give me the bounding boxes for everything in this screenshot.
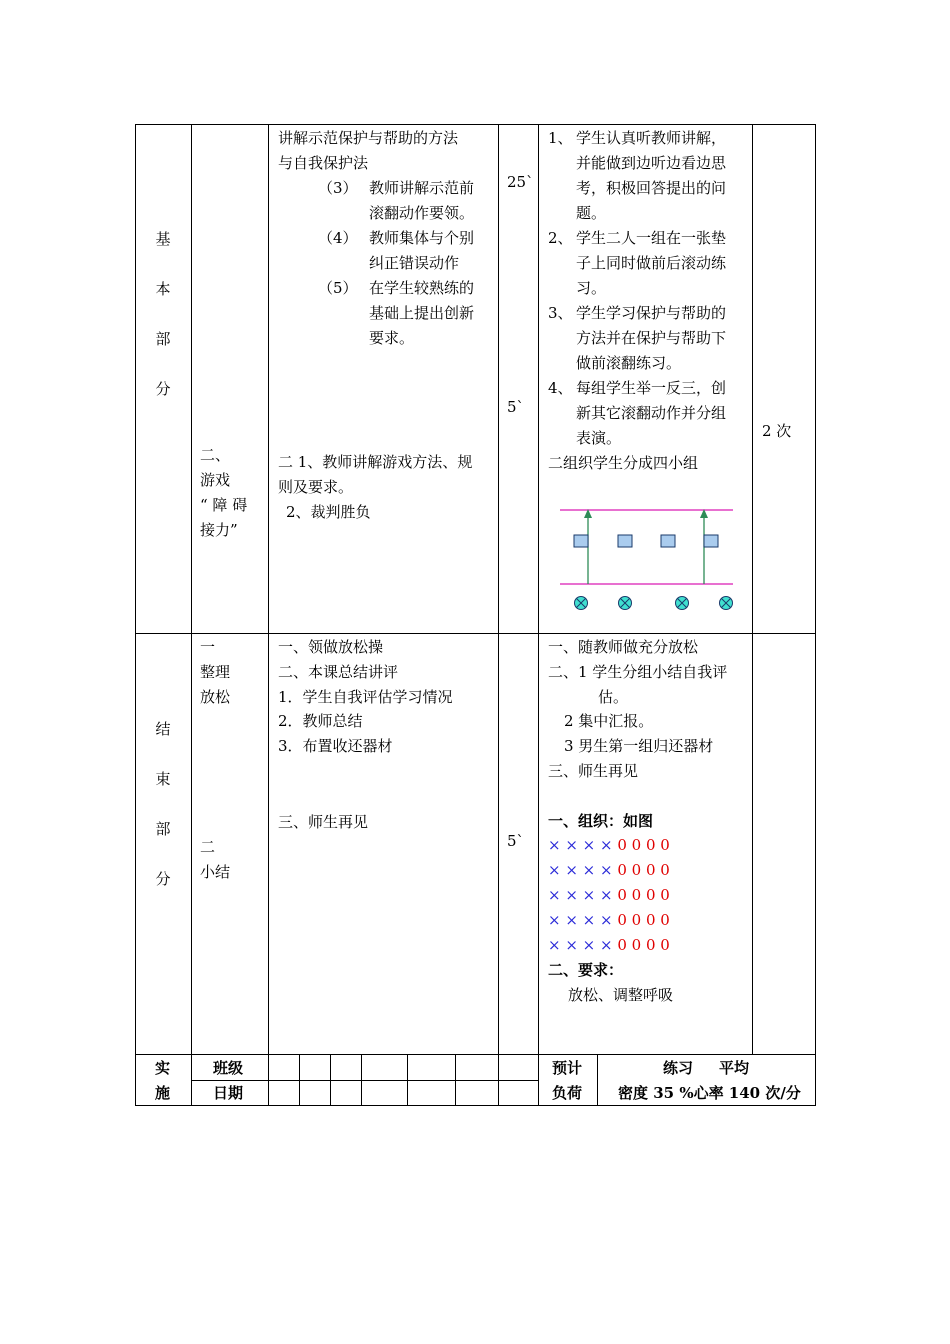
section-label-char: 束 [155, 770, 171, 788]
teacher-text-line: 与自我保护法 [278, 154, 369, 172]
fuhe-label: 负荷 [552, 1084, 583, 1102]
formation-x: × × × × [548, 911, 613, 929]
formation-x: × × × × [548, 836, 613, 854]
yuji-label: 预计 [552, 1059, 583, 1077]
student-item-line: 方法并在保护与帮助下 [576, 329, 727, 347]
formation-o: 0 0 0 0 [617, 911, 670, 929]
col-border-5 [752, 124, 753, 1054]
teacher-game-line: 二 1、教师讲解游戏方法、规 [278, 453, 473, 471]
requirement-text: 放松、调整呼吸 [568, 986, 674, 1004]
formation-row [548, 883, 670, 908]
end-student-line: 3 男生第一组归还器材 [564, 737, 714, 755]
date-label: 日期 [213, 1084, 244, 1102]
footer-mid-line [191, 1080, 539, 1081]
student-item-line: 考，积极回答提出的问 [576, 179, 727, 197]
average-label: 平均 [719, 1059, 750, 1077]
teacher-step-line: 教师集体与个别 [369, 229, 475, 247]
teacher-step-line: 纠正错误动作 [369, 254, 460, 272]
end-student-line: 2 集中汇报。 [564, 712, 654, 730]
formation-o: 0 0 0 0 [617, 861, 670, 879]
formation-row [548, 833, 670, 858]
mat-square-icon [661, 535, 675, 547]
mat-square-icon [704, 535, 718, 547]
game-item-line: “ 障 碍 [200, 496, 248, 514]
end-student-line: 一、随教师做充分放松 [548, 638, 699, 656]
end-student-line: 估。 [598, 688, 629, 706]
teacher-text-line: 讲解示范保护与帮助的方法 [278, 129, 459, 147]
mat-square-icon [574, 535, 588, 547]
student-item-line: 题。 [576, 204, 607, 222]
formation-x: × × × × [548, 886, 613, 904]
end-teacher-line: 2．教师总结 [278, 712, 363, 730]
table-top-border [135, 124, 815, 125]
footer-cell-line [597, 1054, 598, 1106]
end-item-line: 整理 [200, 663, 231, 681]
density-heartrate: 密度 35 %心率 140 次/分 [618, 1084, 801, 1102]
section-label-char: 结 [155, 720, 171, 738]
class-label: 班级 [213, 1059, 244, 1077]
formation-o: 0 0 0 0 [617, 886, 670, 904]
footer-top-border [135, 1054, 815, 1055]
relay-formation-diagram [555, 500, 745, 615]
section-label-char: 部 [155, 820, 171, 838]
practice-label: 练习 [663, 1059, 694, 1077]
teacher-step-num: （3） [318, 179, 358, 197]
formation-row [548, 908, 670, 933]
student-item-line: 学生二人一组在一张垫 [576, 229, 727, 247]
teacher-step-line: 在学生较熟练的 [369, 279, 475, 297]
time-value: 5` [507, 832, 525, 850]
section-divider [135, 633, 815, 634]
teacher-step-line: 基础上提出创新 [369, 304, 475, 322]
teacher-game-line: 则及要求。 [278, 478, 354, 496]
student-circle-icon [619, 597, 632, 610]
game-item-line: 二、 [200, 446, 231, 464]
col-border-2 [268, 124, 269, 1106]
section-label-char: 部 [155, 330, 171, 348]
student-item-line: 学生认真听教师讲解， [576, 129, 727, 147]
end-teacher-line: 3．布置收还器材 [278, 737, 393, 755]
end-teacher-line: 一、领做放松操 [278, 638, 384, 656]
teacher-step-line: 滚翻动作要领。 [369, 204, 475, 222]
student-item-num: 3、 [548, 304, 573, 322]
student-item-line: 新其它滚翻动作并分组 [576, 404, 727, 422]
student-group-text: 二组织学生分成四小组 [548, 454, 699, 472]
end-teacher-line: 1．学生自我评估学习情况 [278, 688, 453, 706]
end-item-line: 放松 [200, 688, 231, 706]
game-item-line: 接力” [200, 521, 238, 539]
student-circle-icon [575, 597, 588, 610]
end-teacher-line: 二、本课总结讲评 [278, 663, 399, 681]
student-item-line: 学生学习保护与帮助的 [576, 304, 727, 322]
student-item-line: 子上同时做前后滚动练 [576, 254, 727, 272]
col-border-0 [135, 124, 136, 1106]
time-value: 25` [507, 173, 534, 191]
student-item-line: 并能做到边听边看边思 [576, 154, 727, 172]
teacher-step-num: （5） [318, 279, 358, 297]
student-item-num: 2、 [548, 229, 573, 247]
formation-x: × × × × [548, 936, 613, 954]
student-item-num: 1、 [548, 129, 573, 147]
end-student-line: 二、1 学生分组小结自我评 [548, 663, 728, 681]
mat-square-icon [618, 535, 632, 547]
game-item-line: 游戏 [200, 471, 231, 489]
end-item-line: 二 [200, 838, 216, 856]
org-title: 一、组织：如图 [548, 812, 654, 830]
footer-cell-line [361, 1054, 362, 1106]
teacher-step-line: 教师讲解示范前 [369, 179, 475, 197]
formation-row [548, 858, 670, 883]
footer-cell-line [407, 1054, 408, 1106]
col-border-3 [498, 124, 499, 1106]
footer-cell-line [299, 1054, 300, 1106]
teacher-game-line: 2、裁判胜负 [286, 503, 371, 521]
student-circle-icon [720, 597, 733, 610]
end-item-line: 小结 [200, 863, 231, 881]
col-border-6 [815, 124, 816, 1106]
end-item-line: 一 [200, 638, 216, 656]
formation-o: 0 0 0 0 [617, 936, 670, 954]
time-value: 5` [507, 398, 525, 416]
section-label-char: 基 [155, 230, 171, 248]
footer-shi2: 施 [155, 1084, 171, 1102]
end-teacher-line: 三、师生再见 [278, 813, 369, 831]
col-border-4 [538, 124, 539, 1106]
teacher-step-num: （4） [318, 229, 358, 247]
end-student-line: 三、师生再见 [548, 762, 639, 780]
student-item-line: 表演。 [576, 429, 622, 447]
section-label-char: 分 [155, 380, 171, 398]
footer-shi: 实 [155, 1059, 171, 1077]
student-item-num: 4、 [548, 379, 573, 397]
section-label-char: 分 [155, 870, 171, 888]
col-border-1 [191, 124, 192, 1106]
count-value: 2 次 [762, 422, 792, 440]
formation-row [548, 933, 670, 958]
formation-x: × × × × [548, 861, 613, 879]
requirement-title: 二、要求： [548, 961, 624, 979]
section-label-char: 本 [155, 280, 171, 298]
student-circle-icon [676, 597, 689, 610]
footer-cell-line [330, 1054, 331, 1106]
formation-o: 0 0 0 0 [617, 836, 670, 854]
student-item-line: 习。 [576, 279, 607, 297]
student-item-line: 做前滚翻练习。 [576, 354, 682, 372]
teacher-step-line: 要求。 [369, 329, 415, 347]
footer-cell-line [455, 1054, 456, 1106]
student-item-line: 每组学生举一反三，创 [576, 379, 727, 397]
